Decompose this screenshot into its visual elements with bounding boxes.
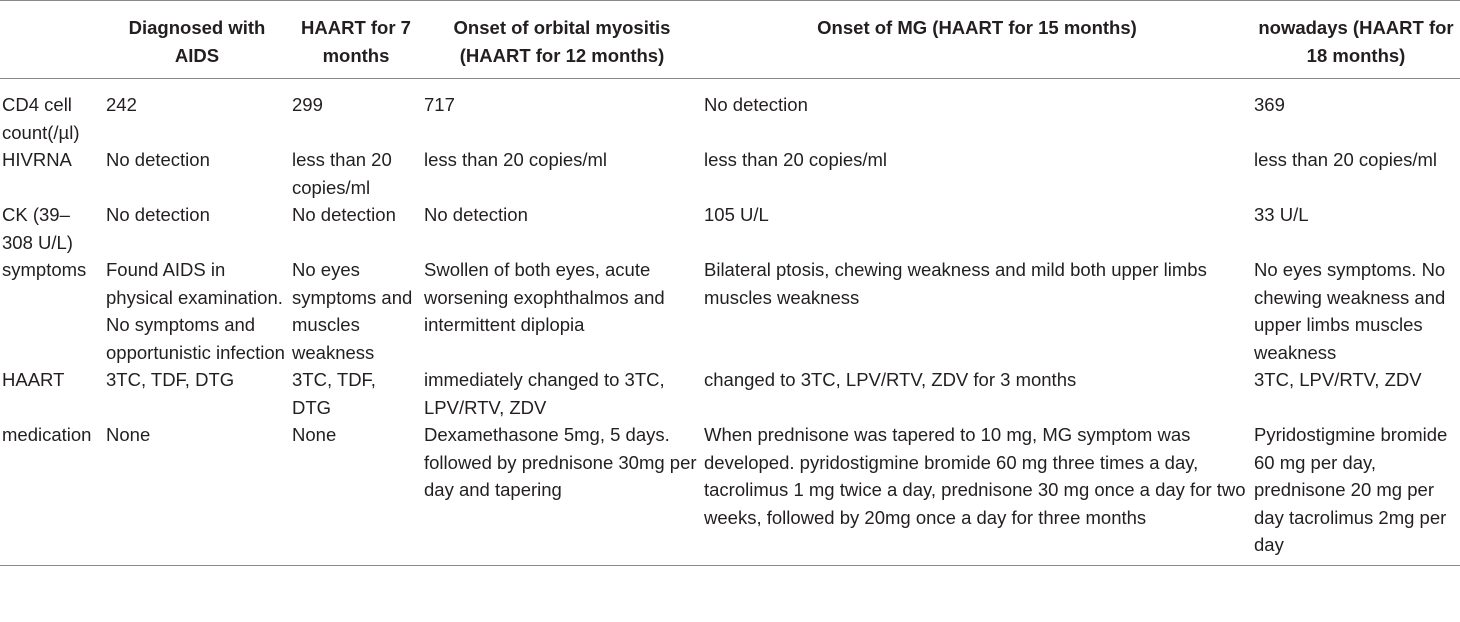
table-cell: Swollen of both eyes, acute worsening exophthalmos and intermittent diplopia	[424, 259, 665, 335]
table-body	[0, 79, 1460, 566]
header-cell-nowadays: nowadays (HAART for 18 months)	[1258, 17, 1454, 66]
table-cell: No detection	[704, 94, 808, 115]
table-cell: No detection	[106, 149, 210, 170]
table-cell: immediately changed to 3TC, LPV/RTV, ZDV	[424, 369, 665, 418]
table-cell: 717	[424, 94, 455, 115]
table-cell: Found AIDS in physical examination. No symptoms and opportunistic infection	[106, 259, 285, 363]
table-row	[0, 79, 1460, 147]
row-label-symptoms: symptoms	[2, 259, 87, 280]
table-cell: 242	[106, 94, 137, 115]
row-label-medication: medication	[2, 424, 92, 445]
table-cell: 299	[292, 94, 323, 115]
table-cell: When prednisone was tapered to 10 mg, MG symptom was developed. pyridostigmine bromide 60 mg three times a day, tacrolimus 1 mg twice a day, prednisone 30 mg once a day for two weeks, followed by 20mg once a day for three months	[704, 424, 1246, 528]
row-label-ck: CK (39–308 U/L)	[2, 204, 73, 253]
table-row	[0, 421, 1460, 565]
table-cell: No eyes symptoms. No chewing weakness and upper limbs muscles weakness	[1254, 259, 1446, 363]
table-cell: No detection	[424, 204, 528, 225]
table-cell: Pyridostigmine bromide 60 mg per day, prednisone 20 mg per day tacrolimus 2mg per day	[1254, 424, 1448, 555]
table-cell: changed to 3TC, LPV/RTV, ZDV for 3 months	[704, 369, 1077, 390]
table-cell: less than 20 copies/ml	[292, 149, 392, 198]
header-cell-diagnosed: Diagnosed with AIDS	[128, 17, 266, 66]
table-cell: None	[292, 424, 337, 445]
table-cell: 3TC, LPV/RTV, ZDV	[1254, 369, 1422, 390]
table-cell: less than 20 copies/ml	[704, 149, 888, 170]
table-cell: Bilateral ptosis, chewing weakness and mild both upper limbs muscles weakness	[704, 259, 1207, 308]
header-cell-onset-mg: Onset of MG (HAART for 15 months)	[817, 17, 1137, 38]
table-cell: No detection	[106, 204, 210, 225]
table-cell: 369	[1254, 94, 1285, 115]
table-header	[0, 1, 1460, 79]
table-cell: less than 20 copies/ml	[424, 149, 608, 170]
table-cell: No detection	[292, 204, 396, 225]
header-cell-orbital-myositis: Onset of orbital myositis (HAART for 12 months)	[453, 17, 671, 66]
row-label-hivrna: HIVRNA	[2, 149, 72, 170]
table-row	[0, 146, 1460, 201]
row-label-haart: HAART	[2, 369, 65, 390]
table-cell: less than 20 copies/ml	[1254, 149, 1438, 170]
table-row	[0, 366, 1460, 421]
table-row	[0, 201, 1460, 256]
header-row	[0, 1, 1460, 79]
table-cell: 3TC, TDF, DTG	[106, 369, 235, 390]
table-cell: 105 U/L	[704, 204, 769, 225]
table-cell: 3TC, TDF, DTG	[292, 369, 376, 418]
table-row	[0, 256, 1460, 366]
header-cell-row-label	[0, 1, 104, 79]
table-cell: No eyes symptoms and muscles weakness	[292, 259, 413, 363]
row-label-cd4: CD4 cell count(/µl)	[2, 94, 80, 143]
table-cell: 33 U/L	[1254, 204, 1309, 225]
table-cell: None	[106, 424, 151, 445]
table-cell: Dexamethasone 5mg, 5 days. followed by prednisone 30mg per day and tapering	[424, 424, 697, 500]
header-cell-haart-7-months: HAART for 7 months	[301, 17, 411, 66]
